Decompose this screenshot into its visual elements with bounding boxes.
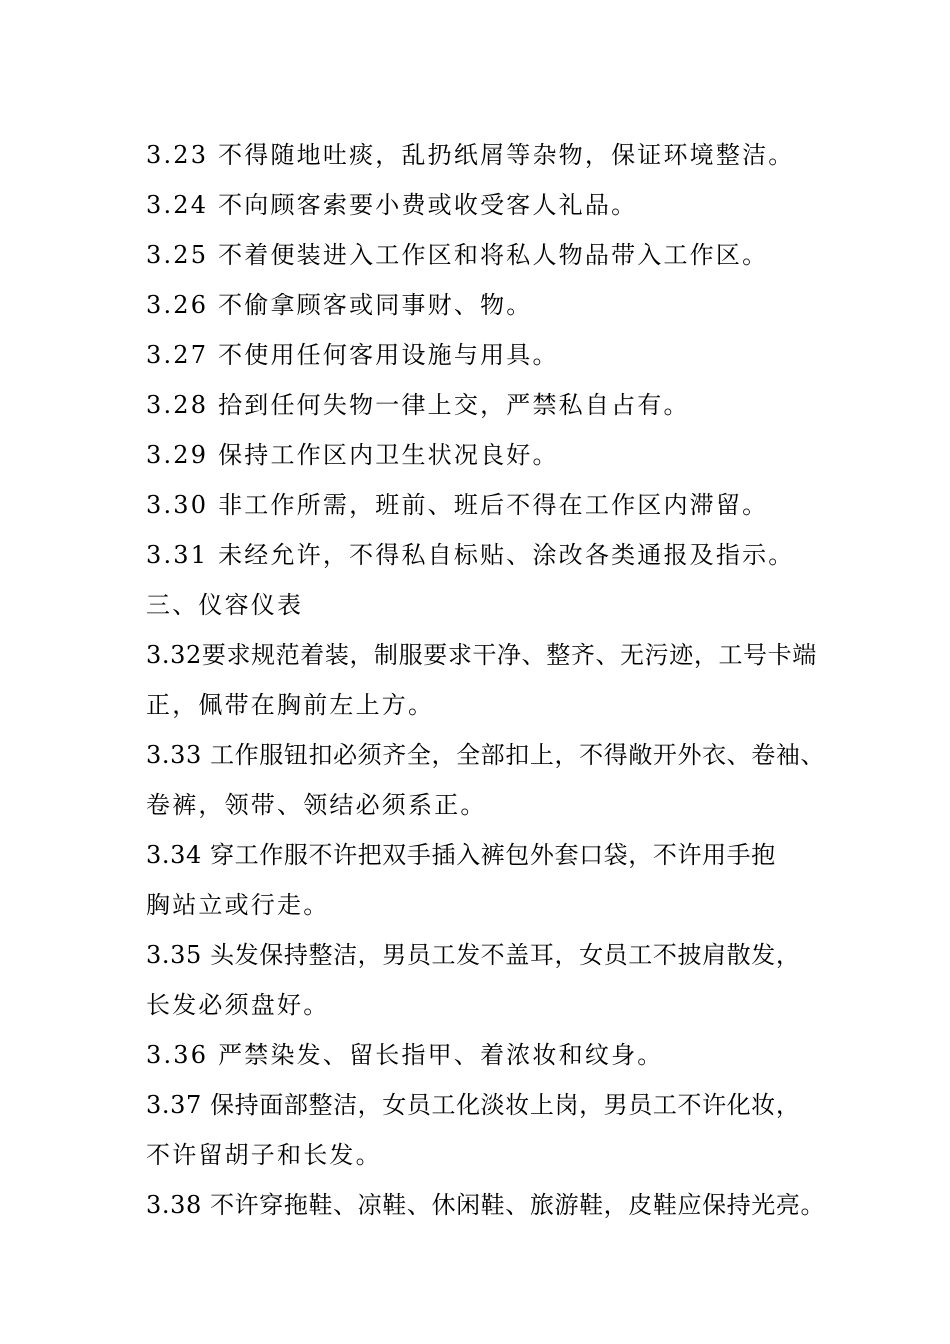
rule-3-36	[146, 1030, 811, 1080]
rule-number: 3.27	[146, 341, 209, 369]
rule-number: 3.31	[146, 541, 209, 569]
rule-text: 穿工作服不许把双手插入裤包外套口袋，不许用手抱	[201, 841, 776, 869]
rule-number: 3.37	[146, 1091, 202, 1119]
rule-number: 3.35	[146, 941, 202, 969]
rule-text: 严禁染发、留长指甲、着浓妆和纹身。	[208, 1041, 664, 1069]
rule-text: 不许穿拖鞋、凉鞋、休闲鞋、旅游鞋，皮鞋应保持光亮。	[201, 1191, 826, 1219]
rule-3-33-continued	[146, 780, 811, 830]
rule-text: 不向顾客索要小费或收受客人礼品。	[208, 191, 638, 219]
rule-text: 不许留胡子和长发。	[146, 1141, 382, 1169]
rule-text: 不得随地吐痰，乱扔纸屑等杂物，保证环境整洁。	[208, 141, 795, 169]
rule-3-37-continued	[146, 1130, 811, 1180]
rule-3-38	[146, 1180, 826, 1230]
rule-text: 未经允许，不得私自标贴、涂改各类通报及指示。	[208, 541, 795, 569]
rule-3-26	[146, 280, 811, 330]
rule-3-32	[146, 630, 817, 680]
rule-text: 头发保持整洁，男员工发不盖耳，女员工不披肩散发，	[201, 941, 801, 969]
rule-text: 卷裤，领带、领结必须系正。	[146, 791, 487, 819]
rule-3-37	[146, 1080, 811, 1130]
rule-3-32-continued	[146, 680, 811, 730]
rule-3-31	[146, 530, 811, 580]
rule-3-35	[146, 930, 811, 980]
section-heading	[146, 580, 811, 630]
rule-number: 3.25	[146, 241, 209, 269]
rule-number: 3.38	[146, 1191, 202, 1219]
rule-3-34-continued	[146, 880, 811, 930]
rule-text: 非工作所需，班前、班后不得在工作区内滞留。	[208, 491, 769, 519]
rule-text: 长发必须盘好。	[146, 991, 330, 1019]
rule-text: 保持面部整洁，女员工化淡妆上岗，男员工不许化妆，	[201, 1091, 801, 1119]
rule-3-29	[146, 430, 811, 480]
rule-3-33	[146, 730, 826, 780]
rule-number: 3.36	[146, 1041, 209, 1069]
rule-number: 3.28	[146, 391, 209, 419]
rule-number: 3.24	[146, 191, 209, 219]
rule-3-25	[146, 230, 811, 280]
rule-text: 正，佩带在胸前左上方。	[146, 691, 435, 719]
rule-text: 要求规范着装，制服要求干净、整齐、无污迹，工号卡端	[201, 641, 817, 669]
rule-number: 3.34	[146, 841, 202, 869]
rule-number: 3.30	[146, 491, 209, 519]
rule-text: 拾到任何失物一律上交，严禁私自占有。	[208, 391, 690, 419]
rule-number: 3.26	[146, 291, 209, 319]
rule-number: 3.32	[146, 641, 202, 669]
document-body	[146, 130, 826, 1230]
rule-3-34	[146, 830, 811, 880]
rule-3-35-continued	[146, 980, 811, 1030]
rule-text: 不着便装进入工作区和将私人物品带入工作区。	[208, 241, 769, 269]
rule-text: 不使用任何客用设施与用具。	[208, 341, 559, 369]
rule-3-24	[146, 180, 811, 230]
rule-text: 保持工作区内卫生状况良好。	[208, 441, 559, 469]
rule-number: 3.23	[146, 141, 209, 169]
rule-number: 3.33	[146, 741, 202, 769]
section-title: 三、仪容仪表	[146, 591, 304, 619]
rule-3-27	[146, 330, 811, 380]
rule-text: 工作服钮扣必须齐全，全部扣上，不得敞开外衣、卷袖、	[201, 741, 826, 769]
rule-3-30	[146, 480, 811, 530]
rule-3-28	[146, 380, 811, 430]
rule-number: 3.29	[146, 441, 209, 469]
rule-text: 不偷拿顾客或同事财、物。	[208, 291, 533, 319]
rule-text: 胸站立或行走。	[146, 891, 330, 919]
rule-3-23	[146, 130, 811, 180]
